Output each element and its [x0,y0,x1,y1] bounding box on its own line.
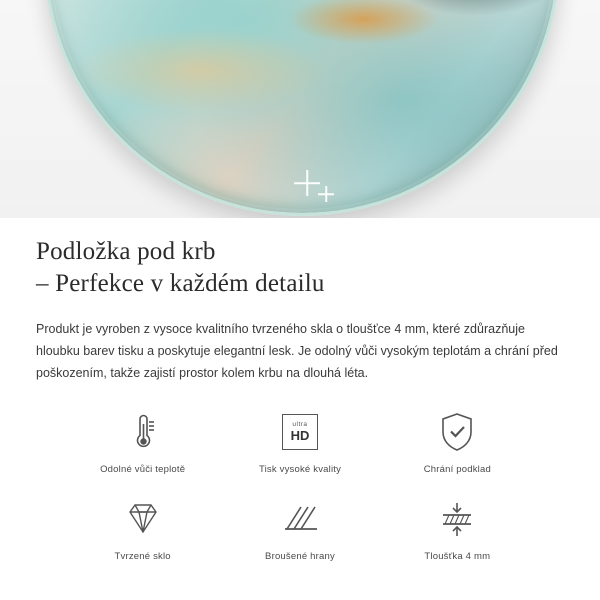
feature-item-thickness [379,497,536,562]
thermometer-icon [123,410,163,454]
feature-item-polished-edges [221,497,378,562]
shield-check-icon [437,410,477,454]
content-block [0,218,600,562]
polished-edges-icon [277,497,323,541]
ultra-hd-badge-bottom: HD [290,428,310,444]
ultra-hd-badge-top: ultra [292,420,308,428]
marble-art-texture [47,0,557,213]
glass-disc-image [44,0,560,216]
feature-label: Odolné vůči teplotě [100,464,186,475]
feature-item-tempered-glass [64,497,221,562]
hero-image [0,0,600,218]
feature-label: Chrání podklad [423,464,491,475]
ultra-hd-icon [282,410,318,454]
thickness-arrows-icon [434,497,480,541]
page-title-line-1: Podložka pod krb [36,238,216,265]
feature-label: Broušené hrany [265,551,335,562]
feature-item-temperature [64,410,221,475]
feature-label: Tloušťka 4 mm [424,551,491,562]
page-title [36,236,564,300]
feature-item-surface-protection [379,410,536,475]
page-title-line-2: – Perfekce v každém detailu [36,270,325,297]
feature-item-print-quality [221,410,378,475]
feature-label: Tisk vysoké kvality [258,464,342,475]
description-paragraph: Produkt je vyroben z vysoce kvalitního tvrzeného skla o tloušťce 4 mm, které zdůrazňuje hloubku barev tisku a poskytuje elegantní lesk. Je odolný vůči vysokým teplotám a chrání před poškozením, takže zajistí prostor kolem krbu na dlouhá léta. [36,322,558,380]
feature-label: Tvrzené sklo [114,551,171,562]
diamond-icon [121,497,165,541]
feature-grid [36,410,564,562]
